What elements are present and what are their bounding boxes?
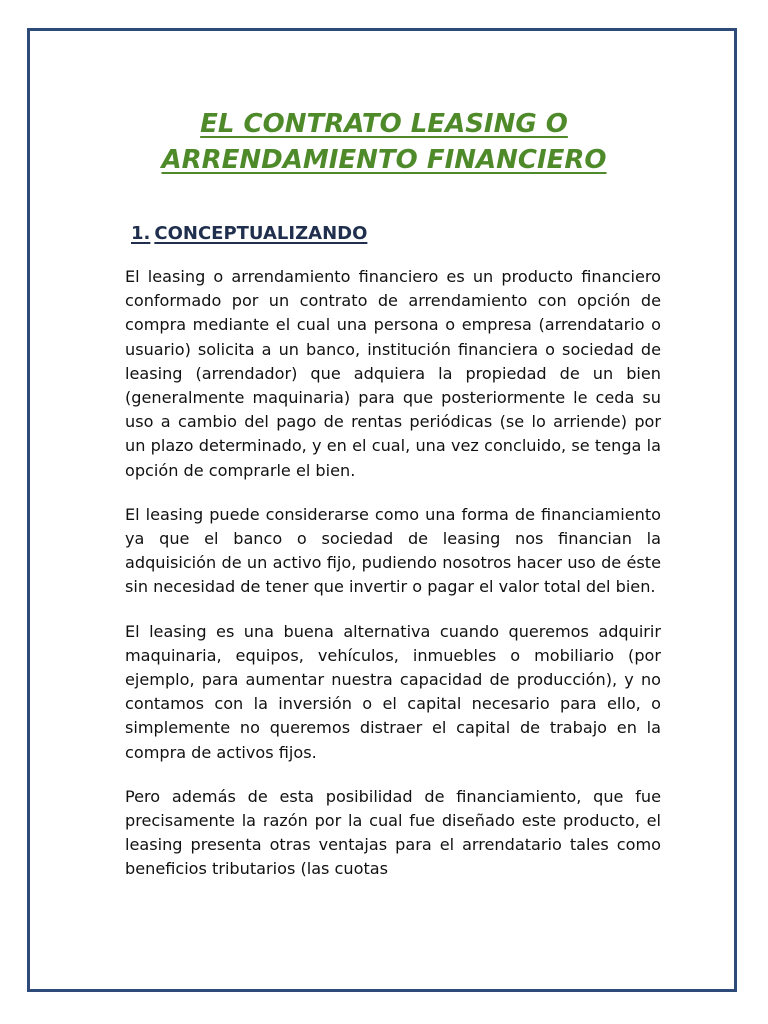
- paragraph-3: El leasing es una buena alternativa cuando queremos adquirir maquinaria, equipos, vehículos, inmuebles o mobiliario (por ejemplo, para aumentar nuestra capacidad de producción), y no contamos con la inversión o el capital necesario para ello, o simplemente no queremos distraer el capital de trabajo en la compra de activos fijos.: [125, 621, 661, 762]
- document-body: [125, 265, 661, 902]
- paragraph-4: Pero además de esta posibilidad de financiamiento, que fue precisamente la razón por la cual fue diseñado este producto, el leasing presenta otras ventajas para el arrendatario tales como beneficios tributarios (las cuotas: [125, 786, 661, 879]
- section-heading-text: CONCEPTUALIZANDO: [154, 223, 368, 244]
- paragraph-2: El leasing puede considerarse como una forma de financiamiento ya que el banco o sociedad de leasing nos financian la adquisición de un activo fijo, pudiendo nosotros hacer uso de éste sin necesidad de tener que invertir o pagar el valor total del bien.: [125, 504, 661, 597]
- title-line-1: EL CONTRATO LEASING O: [200, 109, 568, 139]
- section-number: 1.: [131, 223, 151, 244]
- paragraph-1: El leasing o arrendamiento financiero es un producto financiero conformado por un contrato de arrendamiento con opción de compra mediante el cual una persona o empresa (arrendatario o usuario) solicita a un banco, institución financiera o sociedad de leasing (arrendador) que adquiera la propiedad de un bien (generalmente maquinaria) para que posteriormente le ceda su uso a cambio del pago de rentas periódicas (se lo arriende) por un plazo determinado, y en el cual, una vez concluido, se tenga la opción de comprarle el bien.: [125, 267, 661, 480]
- title-line-2: ARRENDAMIENTO FINANCIERO: [161, 145, 607, 175]
- document-title: [40, 106, 728, 178]
- section-heading: [131, 222, 367, 246]
